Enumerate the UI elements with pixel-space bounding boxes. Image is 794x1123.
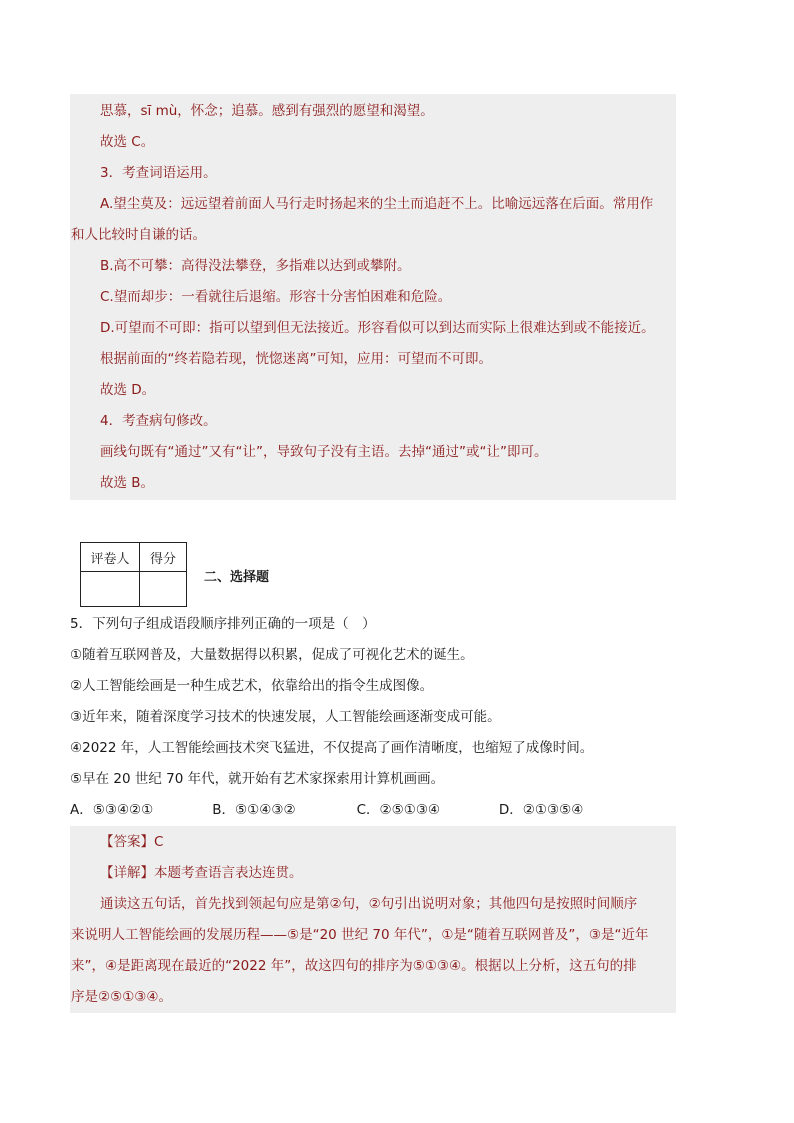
score-cell[interactable] [140,572,187,607]
option-c[interactable]: C．②⑤①③④ [356,802,441,818]
explanation-line: A.望尘莫及：远远望着前面人马行走时扬起来的尘土而追赶不上。比喻远远落在后面。常用作 [100,196,654,212]
answer-label: 【答案】C [100,834,164,850]
section-title: 二、选择题 [204,570,270,585]
explanation-line: 和人比较时自谦的话。 [71,227,206,243]
explanation-line: C.望而却步：一看就往后退缩。形容十分害怕困难和危险。 [100,289,452,305]
explanation-line: 故选 B。 [100,475,155,491]
question-stem: 5．下列句子组成语段顺序排列正确的一项是（ ） [70,616,376,632]
score-header: 得分 [140,543,187,572]
detail-label: 【详解】本题考查语言表达连贯。 [100,865,303,881]
detail-line: 序是②⑤①③④。 [71,989,173,1005]
explanation-line: 3．考查词语运用。 [100,165,217,181]
sentence-item: ②人工智能绘画是一种生成艺术，依靠给出的指令生成图像。 [70,678,434,694]
explanation-line: 故选 C。 [100,134,155,150]
explanation-line: B.高不可攀：高得没法攀登，多指难以达到或攀附。 [100,258,411,274]
sentence-item: ④2022 年，人工智能绘画技术突飞猛进，不仅提高了画作清晰度，也缩短了成像时间。 [70,740,594,756]
score-table [80,542,187,607]
explanation-line: 画线句既有“通过”又有“让”，导致句子没有主语。去掉“通过”或“让”即可。 [100,444,548,460]
answer-block [70,826,676,1013]
sentence-item: ①随着互联网普及，大量数据得以积累，促成了可视化艺术的诞生。 [70,647,474,663]
explanation-line: 思慕，sī mù，怀念；追慕。感到有强烈的愿望和渴望。 [100,103,434,119]
explanation-line: 根据前面的“终若隐若现，恍惚迷离”可知，应用：可望而不可即。 [100,351,492,367]
option-a[interactable]: A．⑤③④②① [70,802,154,818]
explanation-line: 故选 D。 [100,382,156,398]
option-b[interactable]: B．⑤①④③② [212,802,296,818]
sentence-item: ③近年来，随着深度学习技术的快速发展，人工智能绘画逐渐变成可能。 [70,709,501,725]
option-d[interactable]: D．②①③⑤④ [498,802,584,818]
grader-cell[interactable] [81,572,140,607]
options-row [70,800,583,820]
detail-line: 来说明人工智能绘画的发展历程——⑤是“20 世纪 70 年代”，①是“随着互联网普及”，③是“近年 [71,927,649,943]
detail-line: 来”，④是距离现在最近的“2022 年”，故这四句的排序为⑤①③④。根据以上分析，这五句的排 [71,958,637,974]
explanation-line: 4．考查病句修改。 [100,413,217,429]
sentence-item: ⑤早在 20 世纪 70 年代，就开始有艺术家探索用计算机画画。 [70,771,445,787]
detail-line: 通读这五句话，首先找到领起句应是第②句，②句引出说明对象；其他四句是按照时间顺序 [100,896,638,912]
grader-header: 评卷人 [81,543,140,572]
explanation-line: D.可望而不可即：指可以望到但无法接近。形容看似可以到达而实际上很难达到或不能接近。 [100,320,655,336]
